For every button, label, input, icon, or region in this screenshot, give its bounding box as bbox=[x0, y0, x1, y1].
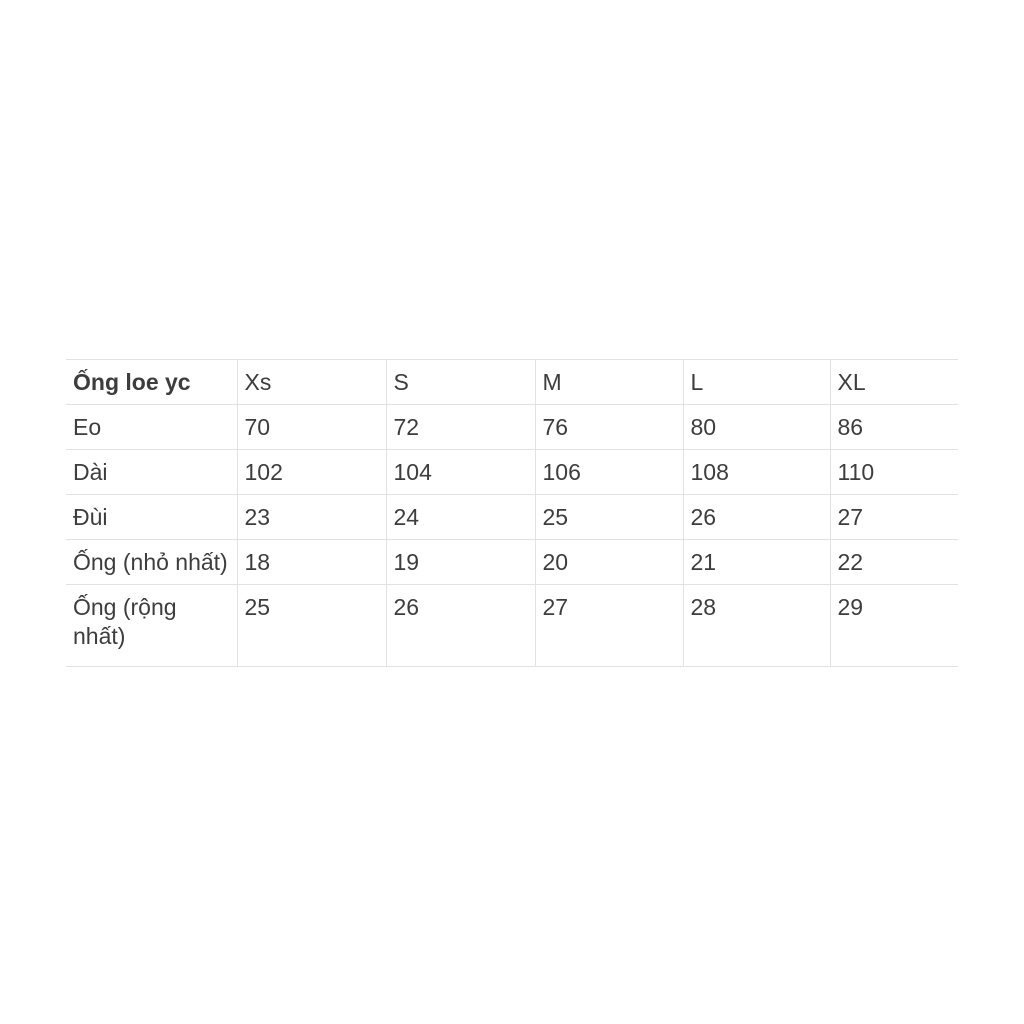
value-cell: 21 bbox=[683, 540, 830, 585]
column-header-xl: XL bbox=[830, 360, 958, 405]
row-label-cell bbox=[66, 450, 237, 495]
value-cell: 29 bbox=[830, 585, 958, 667]
value-cell: 102 bbox=[237, 450, 386, 495]
row-label: Ống (rộng nhất) bbox=[73, 594, 177, 649]
row-label: Eo bbox=[73, 414, 102, 440]
value-cell: 18 bbox=[237, 540, 386, 585]
table-header-row bbox=[66, 360, 958, 405]
value-cell: 24 bbox=[386, 495, 535, 540]
value-cell: 110 bbox=[830, 450, 958, 495]
row-label-cell bbox=[66, 540, 237, 585]
value-cell: 26 bbox=[386, 585, 535, 667]
value-cell: 22 bbox=[830, 540, 958, 585]
row-label-cell bbox=[66, 495, 237, 540]
table-row bbox=[66, 495, 958, 540]
column-header-l: L bbox=[683, 360, 830, 405]
value-cell: 27 bbox=[535, 585, 683, 667]
value-cell: 26 bbox=[683, 495, 830, 540]
row-label: Ống (nhỏ nhất) bbox=[73, 549, 228, 575]
value-cell: 70 bbox=[237, 405, 386, 450]
table-row bbox=[66, 585, 958, 667]
value-cell: 86 bbox=[830, 405, 958, 450]
row-label-cell bbox=[66, 405, 237, 450]
value-cell: 27 bbox=[830, 495, 958, 540]
size-chart-table bbox=[66, 359, 958, 667]
value-cell: 72 bbox=[386, 405, 535, 450]
value-cell: 76 bbox=[535, 405, 683, 450]
column-header-m: M bbox=[535, 360, 683, 405]
row-label: Dài bbox=[73, 459, 108, 485]
column-header-xs: Xs bbox=[237, 360, 386, 405]
value-cell: 28 bbox=[683, 585, 830, 667]
value-cell: 25 bbox=[535, 495, 683, 540]
value-cell: 25 bbox=[237, 585, 386, 667]
value-cell: 19 bbox=[386, 540, 535, 585]
value-cell: 104 bbox=[386, 450, 535, 495]
row-label-cell bbox=[66, 585, 237, 667]
value-cell: 106 bbox=[535, 450, 683, 495]
value-cell: 23 bbox=[237, 495, 386, 540]
value-cell: 20 bbox=[535, 540, 683, 585]
table-body bbox=[66, 405, 958, 667]
table-row bbox=[66, 540, 958, 585]
table-corner-header: Ống loe yc bbox=[66, 360, 237, 405]
table-row bbox=[66, 450, 958, 495]
table-row bbox=[66, 405, 958, 450]
value-cell: 80 bbox=[683, 405, 830, 450]
column-header-s: S bbox=[386, 360, 535, 405]
row-label: Đùi bbox=[73, 504, 108, 530]
value-cell: 108 bbox=[683, 450, 830, 495]
